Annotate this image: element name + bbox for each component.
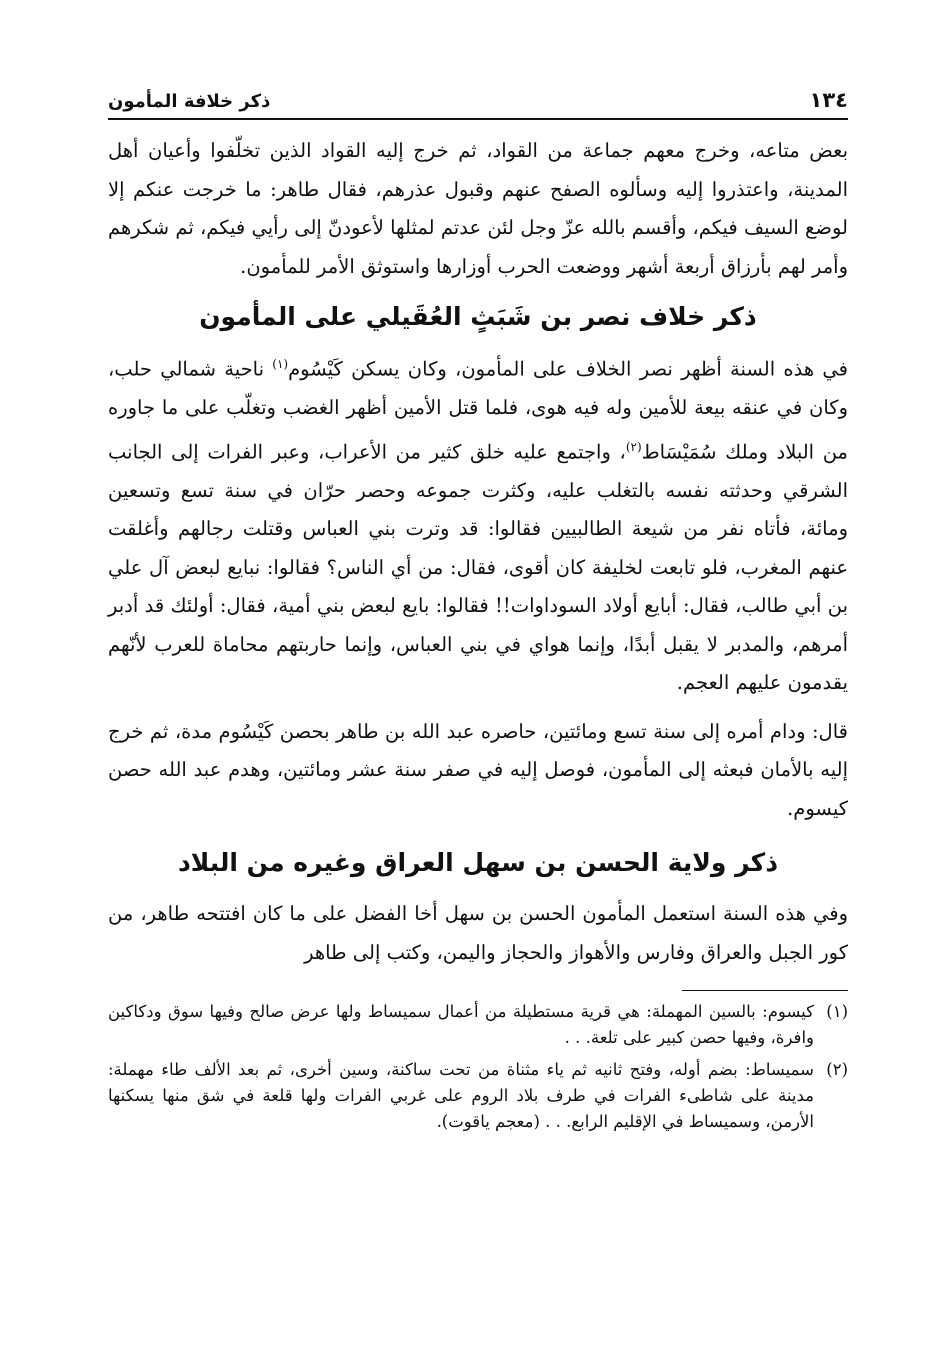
footnote-text: سميساط: بضم أوله، وفتح ثانيه ثم ياء مثناة من تحت ساكنة، وسين أخرى، ثم بعد الألف طاء مهملة: مدينة على شاطىء الفرات في طرف بلاد الروم على غربي الفرات ولها قلعة في شق منها يسكنها الأرمن، وسميساط في الإقليم الرابع. . . (معجم ياقوت). [108,1060,814,1131]
section-heading-hasan: ذكر ولاية الحسن بن سهل العراق وغيره من البلاد [177,848,779,877]
running-title: ذكر خلافة المأمون [108,91,271,112]
footnote-number: (٢) [826,1060,848,1079]
paragraph-1: بعض متاعه، وخرج معهم جماعة من القواد، ثم خرج إليه القواد الذين تخلّفوا وأعيان أهل المدينة، واعتذروا إليه وسألوه الصفح عنهم وقبول عذرهم، فقال طاهر: ما خرجت عنكم إلا لوضع السيف فيكم، وأقسم بالله عزّ وجل لئن عدتم لمثلها لأعودنّ إلى رأيي فيكم، ثم شكرهم وأمر لهم بأرزاق أربعة أشهر ووضعت الحرب أوزارها واستوثق الأمر للمأمون. [108,139,848,278]
footnote-2 [108,1057,848,1135]
paragraph-4: وفي هذه السنة استعمل المأمون الحسن بن سهل أخا الفضل على ما كان افتتحه طاهر، من كور الجبل والعراق وفارس والأهواز والحجاز واليمن، وكتب إلى طاهر [108,902,848,964]
footnote-number: (١) [826,1002,848,1021]
paragraph-2-part-b: ناحية شمالي حلب، وكان في عنقه بيعة للأمين وله فيه هوى، فلما قتل الأمين أظهر الغضب وتغلّب على ما جاوره من البلاد وملك سُمَيْسَاط [108,357,848,463]
paragraph-2-part-a: في هذه السنة أظهر نصر الخلاف على المأمون، وكان يسكن كَيْسُوم [288,357,848,381]
footnote-1 [108,999,848,1051]
footnote-ref-1: (١) [272,357,289,371]
paragraph-2 [108,345,848,703]
footnote-divider [682,990,848,991]
paragraph-3: قال: ودام أمره إلى سنة تسع ومائتين، حاصره عبد الله بن طاهر بحصن كَيْسُوم مدة، ثم خرج إليه بالأمان فبعثه إلى المأمون، فوصل إليه في صفر سنة عشر ومائتين، وهدم عبد الله حصن كيسوم. [108,719,848,820]
page-number: ١٣٤ [809,88,848,112]
footnote-ref-2: (٢) [625,439,642,454]
page-header [108,88,848,120]
section-heading-nasr: ذكر خلاف نصر بن شَبَثٍ العُقَيلي على المأمون [199,302,757,331]
footnote-text: كيسوم: بالسين المهملة: هي قرية مستطيلة من أعمال سميساط ولها عرض صالح وفيها سوق ودكاكين وافرة، وفيها حصن كبير على تلعة. . . [108,1002,814,1047]
book-page [108,88,848,1141]
paragraph-2-part-c: ، واجتمع عليه خلق كثير من الأعراب، وعبر الفرات إلى الجانب الشرقي وحدثته نفسه بالتغلب عليه، وكثرت جموعه وحصر حرّان في سنة تسع وتسعين ومائة، فأتاه نفر من شيعة الطالبيين فقالوا: قد وترت بني العباس وقتلت رجالهم وأغلقت عنهم المغرب، فلو تابعت لخليفة كان أقوى، فقال: من أي الناس؟ فقالوا: نبايع لبعض آل علي بن أبي طالب، فقال: أبايع أولاد السوداوات!! فقالوا: بايع لبعض بني أمية، فقال: أولئك قد أدبر أمرهم، والمدبر لا يقبل أبدًا، وإنما هواي في بني العباس، وإنما حاربتهم محاماة للعرب لأنّهم يقدمون عليهم العجم. [108,440,848,694]
